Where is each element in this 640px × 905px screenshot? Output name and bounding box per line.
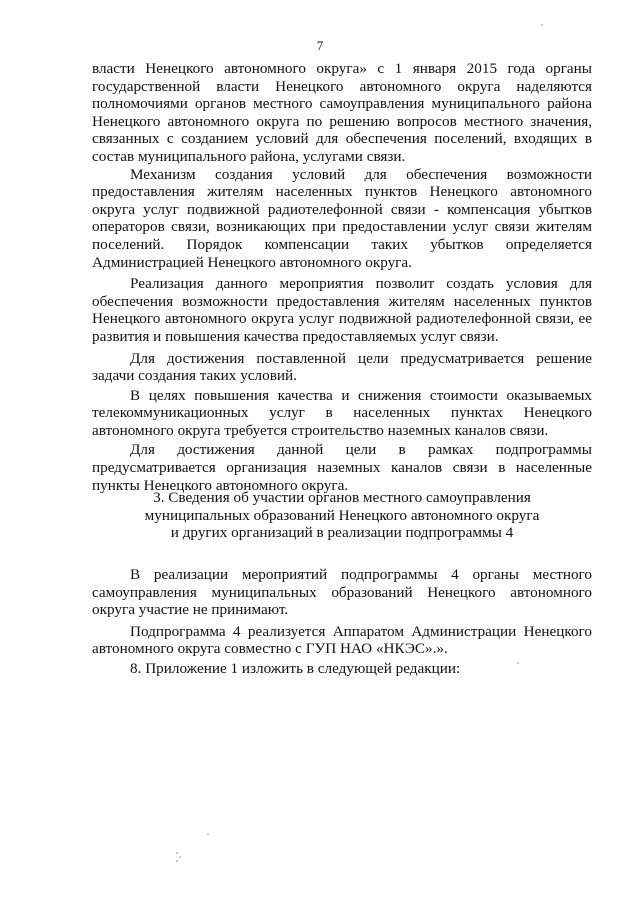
body-text-top [92, 60, 592, 494]
section-heading-line-1: 3. Сведения об участии органов местного самоуправления [153, 489, 531, 506]
paragraph-continuation: власти Ненецкого автономного округа» с 1 января 2015 года органы государственной власти Ненецкого автономного округа наделяются полномочиями органов местного самоуправления муниципального района Ненецкого автономного округа по решению вопросов местного значения, связанных с созданием условий для обеспечения поселений, входящих в состав муниципального района, услугами связи. [92, 60, 592, 165]
paragraph-goal: Для достижения поставленной цели предусматривается решение задачи создания таких условий. [92, 349, 592, 385]
paragraph-quality: В целях повышения качества и снижения стоимости оказываемых телекоммуникационных услуг в населенных пунктах Ненецкого автономного округа требуется строительство наземных каналов связи. [92, 386, 592, 439]
scan-speck [541, 24, 543, 26]
scan-speck [517, 662, 519, 664]
section-heading-line-3: и других организаций в реализации подпрограммы 4 [170, 524, 514, 542]
paragraph-implementation: Реализация данного мероприятия позволит создать условия для обеспечения возможности предоставления жителям населенных пунктов Ненецкого автономного округа услуг подвижной радиотелефонной связи, ее развития и повышения качества предоставляемых услуг связи. [92, 275, 592, 345]
section-heading [92, 489, 592, 542]
paragraph-channels: Для достижения данной цели в рамках подпрограммы предусматривается организация наземных каналов связи в населенные пункты Ненецкого автономного округа. [92, 441, 592, 494]
section-heading-line-2: муниципальных образований Ненецкого автономного округа [144, 506, 540, 524]
paragraph-executor: Подпрограмма 4 реализуется Аппаратом Администрации Ненецкого автономного округа совместно с ГУП НАО «НКЭС».». [92, 622, 592, 658]
body-text-bottom [92, 566, 592, 678]
paragraph-appendix: 8. Приложение 1 изложить в следующей редакции: [130, 659, 461, 677]
page-number: 7 [316, 38, 324, 53]
paragraph-participation: В реализации мероприятий подпрограммы 4 органы местного самоуправления муниципальных образований Ненецкого автономного округа участие не принимают. [92, 566, 592, 619]
scan-speck [176, 852, 178, 854]
scan-speck [176, 860, 178, 862]
scan-speck [179, 856, 181, 858]
scan-speck [207, 833, 209, 835]
paragraph-mechanism: Механизм создания условий для обеспечения возможности предоставления жителям населенных пунктов Ненецкого автономного округа услуг подвижной радиотелефонной связи - компенсация убытков операторов связи, возникающих при предоставлении услуг связи жителям поселений. Порядок компенсации таких убытков определяется Администрацией Ненецкого автономного округа. [92, 165, 592, 271]
